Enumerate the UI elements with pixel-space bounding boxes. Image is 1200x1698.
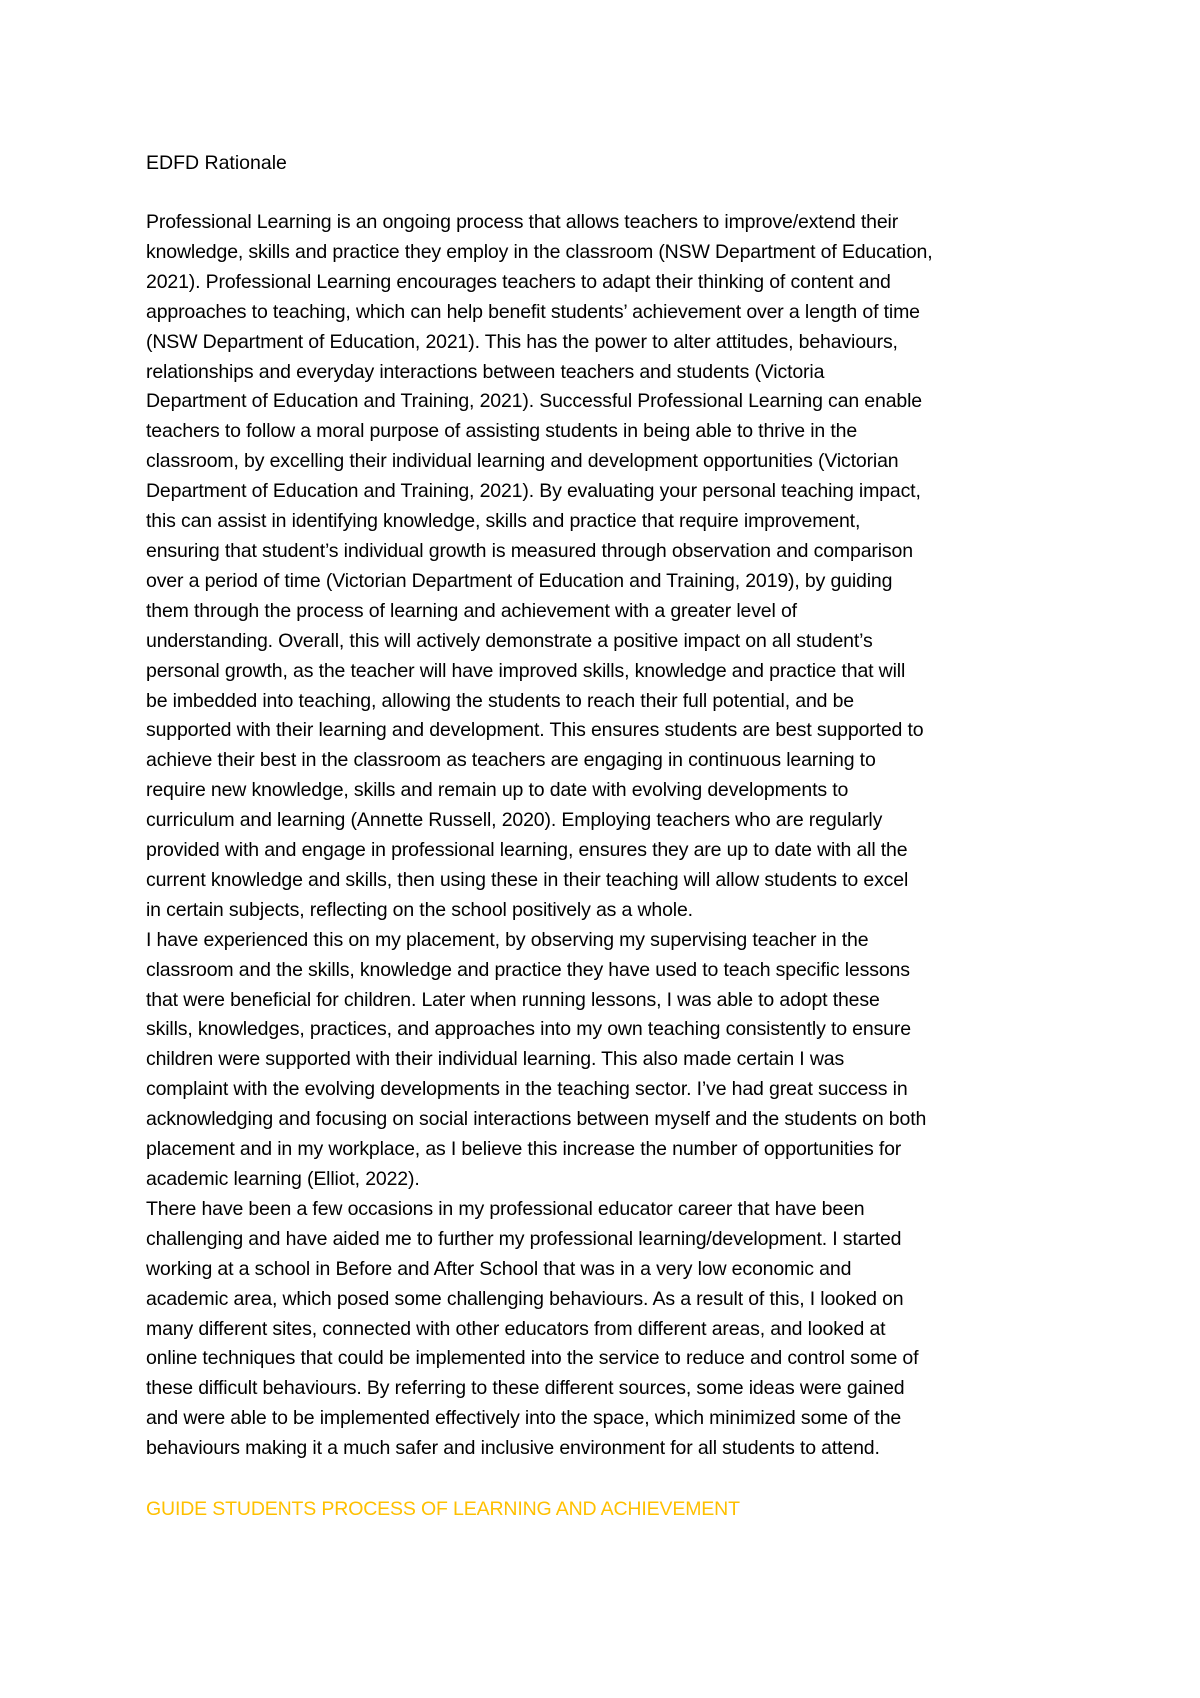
paragraph-line: in certain subjects, reflecting on the school positively as a whole. — [146, 898, 693, 921]
paragraph-line: working at a school in Before and After School that was in a very low economic and — [146, 1257, 852, 1280]
paragraph-line: children were supported with their individual learning. This also made certain I was — [146, 1048, 845, 1071]
paragraph-line: (NSW Department of Education, 2021). This has the power to alter attitudes, behaviours, — [146, 330, 898, 353]
paragraph-line: these difficult behaviours. By referring to these different sources, some ideas were gained — [146, 1377, 905, 1400]
paragraph-line: academic area, which posed some challenging behaviours. As a result of this, I looked on — [146, 1287, 904, 1310]
paragraph-line: over a period of time (Victorian Department of Education and Training, 2019), by guiding — [146, 569, 893, 592]
body-paragraph — [146, 926, 1076, 1195]
paragraph-line: Department of Education and Training, 2021). Successful Professional Learning can enable — [146, 390, 922, 413]
paragraph-line: Department of Education and Training, 2021). By evaluating your personal teaching impact, — [146, 480, 921, 503]
paragraph-line: Professional Learning is an ongoing process that allows teachers to improve/extend their — [146, 211, 899, 233]
paragraph-line: this can assist in identifying knowledge, skills and practice that require improvement, — [146, 510, 861, 533]
document-body — [146, 148, 1076, 1524]
paragraph-line: personal growth, as the teacher will have improved skills, knowledge and practice that will — [146, 659, 906, 682]
paragraph-line: current knowledge and skills, then using these in their teaching will allow students to excel — [146, 868, 909, 891]
body-paragraph — [146, 208, 1076, 926]
paragraph-line: supported with their learning and development. This ensures students are best supported to — [146, 719, 924, 742]
paragraph-line: them through the process of learning and achievement with a greater level of — [146, 599, 797, 622]
paragraph-line: relationships and everyday interactions between teachers and students (Victoria — [146, 360, 825, 383]
paragraph-line: ensuring that student’s individual growth is measured through observation and comparison — [146, 539, 913, 562]
paragraph-line: approaches to teaching, which can help benefit students’ achievement over a length of time — [146, 300, 920, 323]
paragraph-line: be imbedded into teaching, allowing the students to reach their full potential, and be — [146, 689, 855, 712]
paragraph-line: acknowledging and focusing on social interactions between myself and the students on both — [146, 1108, 927, 1131]
paragraph-line: 2021). Professional Learning encourages teachers to adapt their thinking of content and — [146, 270, 891, 293]
paragraphs-container — [146, 208, 1076, 1464]
paragraph-line: curriculum and learning (Annette Russell, 2020). Employing teachers who are regularly — [146, 809, 883, 832]
paragraph-line: classroom and the skills, knowledge and practice they have used to teach specific lessons — [146, 958, 910, 981]
paragraph-line: skills, knowledges, practices, and approaches into my own teaching consistently to ensure — [146, 1018, 911, 1041]
section-heading: GUIDE STUDENTS PROCESS OF LEARNING AND ACHIEVEMENT — [146, 1498, 740, 1521]
paragraph-line: online techniques that could be implemented into the service to reduce and control some of — [146, 1347, 919, 1370]
paragraph-line: require new knowledge, skills and remain up to date with evolving developments to — [146, 779, 849, 802]
paragraph-line: I have experienced this on my placement, by observing my supervising teacher in the — [146, 928, 869, 951]
paragraph-line: and were able to be implemented effectively into the space, which minimized some of the — [146, 1407, 902, 1430]
paragraph-line: academic learning (Elliot, 2022). — [146, 1168, 420, 1190]
document-title: EDFD Rationale — [146, 152, 287, 174]
paragraph-line: understanding. Overall, this will actively demonstrate a positive impact on all student’s — [146, 629, 873, 652]
paragraph-line: placement and in my workplace, as I believe this increase the number of opportunities for — [146, 1138, 902, 1161]
paragraph-line: achieve their best in the classroom as teachers are engaging in continuous learning to — [146, 749, 876, 772]
paragraph-line: knowledge, skills and practice they employ in the classroom (NSW Department of Education, — [146, 240, 933, 263]
paragraph-line: complaint with the evolving developments in the teaching sector. I’ve had great success in — [146, 1078, 908, 1101]
paragraph-line: classroom, by excelling their individual learning and development opportunities (Victorian — [146, 450, 899, 473]
paragraph-line: teachers to follow a moral purpose of assisting students in being able to thrive in the — [146, 420, 858, 443]
paragraph-line: behaviours making it a much safer and inclusive environment for all students to attend. — [146, 1437, 880, 1460]
paragraph-line: There have been a few occasions in my professional educator career that have been — [146, 1197, 865, 1220]
paragraph-line: that were beneficial for children. Later when running lessons, I was able to adopt these — [146, 988, 880, 1011]
paragraph-line: challenging and have aided me to further my professional learning/development. I started — [146, 1227, 902, 1250]
paragraph-line: provided with and engage in professional learning, ensures they are up to date with all the — [146, 839, 908, 862]
body-paragraph — [146, 1195, 1076, 1464]
paragraph-line: many different sites, connected with other educators from different areas, and looked at — [146, 1317, 886, 1340]
